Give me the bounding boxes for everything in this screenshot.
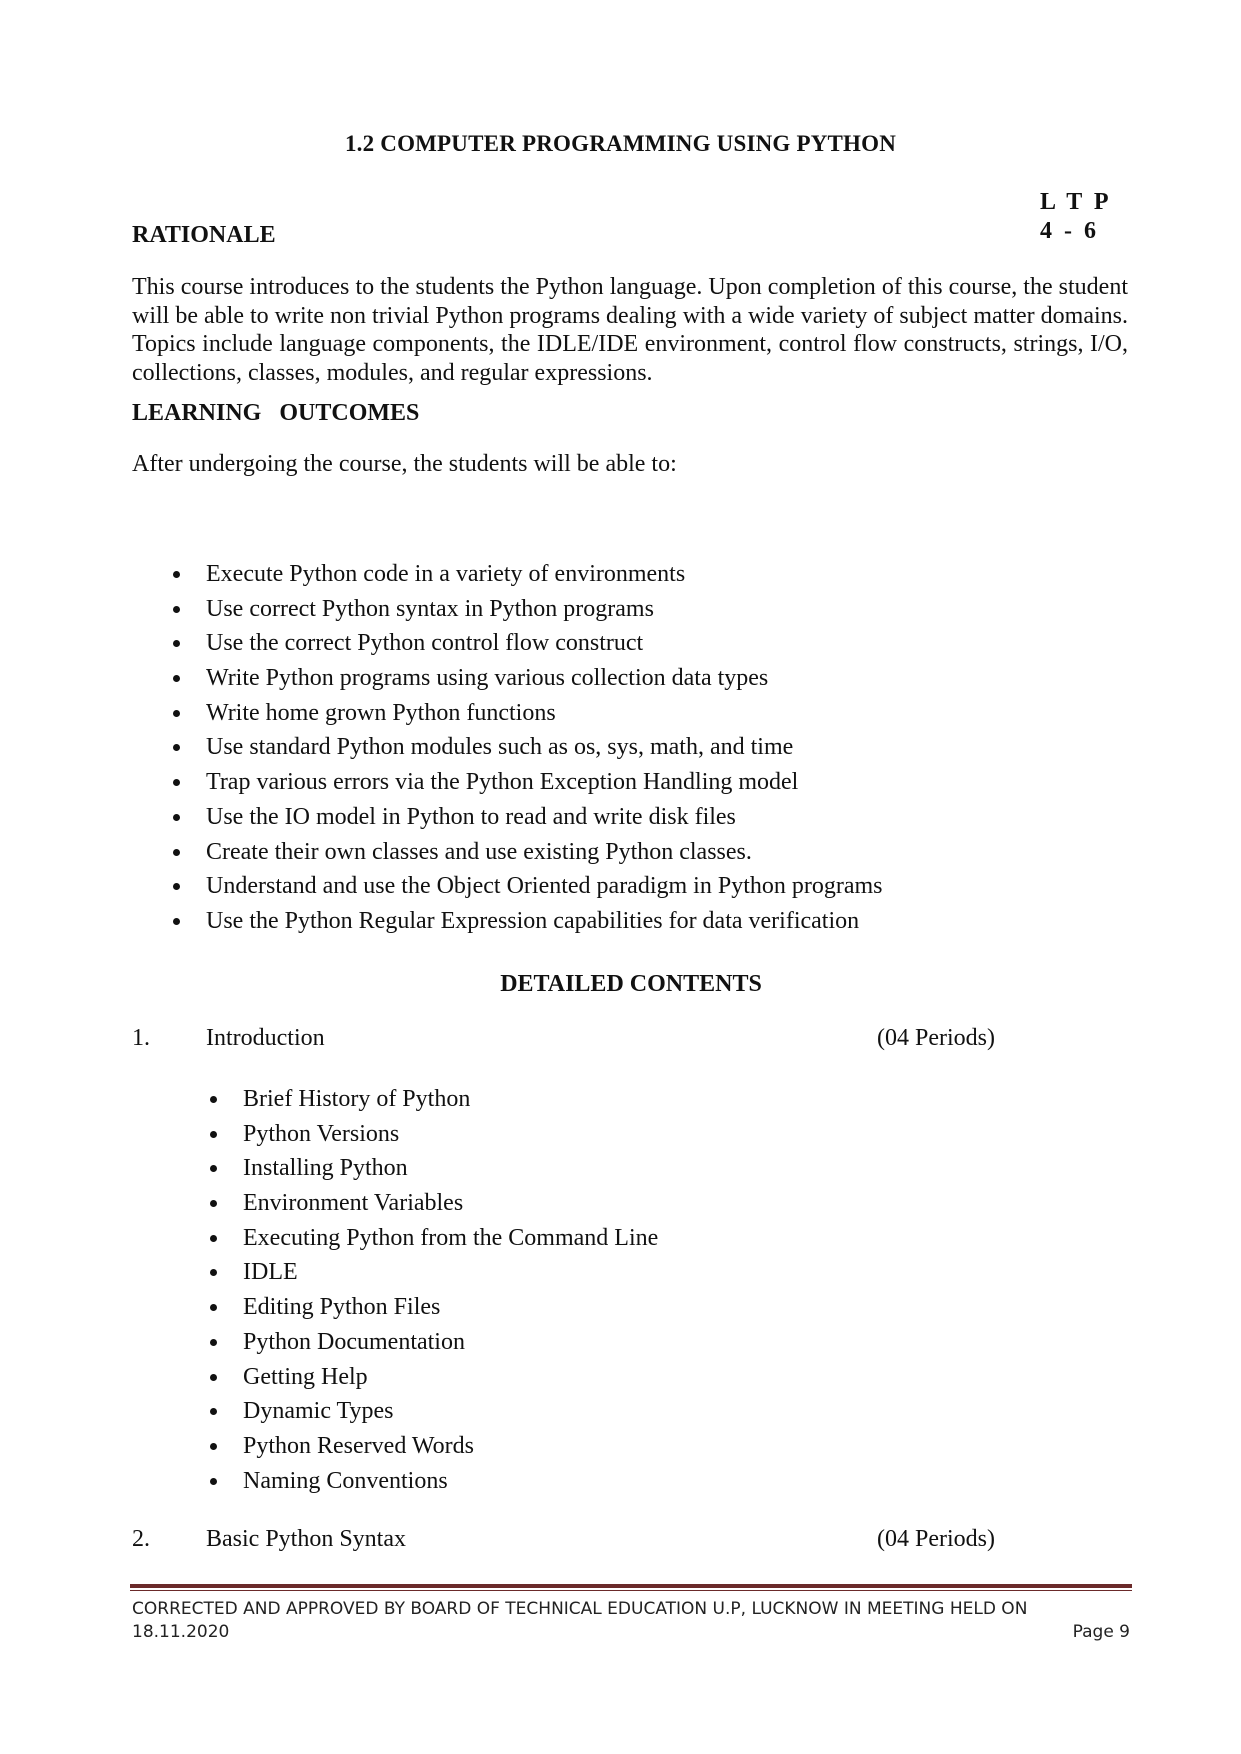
bullet-icon bbox=[210, 1478, 217, 1485]
list-item: Environment Variables bbox=[243, 1186, 658, 1221]
learning-outcomes-list bbox=[206, 557, 883, 939]
list-item: Python Versions bbox=[243, 1117, 658, 1152]
bullet-icon bbox=[173, 571, 180, 578]
footer-line-2 bbox=[132, 1621, 1130, 1644]
page-footer bbox=[132, 1598, 1130, 1644]
bullet-icon bbox=[210, 1200, 217, 1207]
unit-periods: (04 Periods) bbox=[877, 1526, 995, 1552]
bullet-icon bbox=[173, 883, 180, 890]
list-item: Executing Python from the Command Line bbox=[243, 1221, 658, 1256]
bullet-icon bbox=[210, 1131, 217, 1138]
list-item: Installing Python bbox=[243, 1151, 658, 1186]
ltp-block bbox=[1040, 188, 1108, 246]
bullet-icon bbox=[210, 1269, 217, 1276]
list-item: Use the correct Python control flow construct bbox=[206, 626, 883, 661]
bullet-icon bbox=[173, 849, 180, 856]
unit-periods: (04 Periods) bbox=[877, 1025, 995, 1051]
bullet-icon bbox=[210, 1304, 217, 1311]
footer-approval-text: CORRECTED AND APPROVED BY BOARD OF TECHNICAL EDUCATION U.P, LUCKNOW IN MEETING HELD ON bbox=[132, 1599, 1028, 1619]
list-item: Execute Python code in a variety of environments bbox=[206, 557, 883, 592]
footer-divider bbox=[130, 1584, 1132, 1588]
list-item: Write home grown Python functions bbox=[206, 696, 883, 731]
bullet-icon bbox=[173, 675, 180, 682]
bullet-icon bbox=[173, 744, 180, 751]
page-number: Page 9 bbox=[1072, 1622, 1130, 1642]
rationale-text: This course introduces to the students the Python language. Upon completion of this course, the student will be able to write non trivial Python programs dealing with a wide variety of subject matter domains. Topics include language components, the IDLE/IDE environment, control flow constructs, strings, I/O, collections, classes, modules, and regular expressions. bbox=[132, 274, 1128, 386]
list-item: Brief History of Python bbox=[243, 1082, 658, 1117]
course-title: 1.2 COMPUTER PROGRAMMING USING PYTHON bbox=[344, 131, 897, 156]
list-item: Use standard Python modules such as os, sys, math, and time bbox=[206, 730, 883, 765]
list-item: Create their own classes and use existing Python classes. bbox=[206, 835, 883, 870]
list-item: Editing Python Files bbox=[243, 1290, 658, 1325]
list-item: Python Documentation bbox=[243, 1325, 658, 1360]
bullet-icon bbox=[173, 606, 180, 613]
bullet-icon bbox=[173, 710, 180, 717]
detailed-contents-heading: DETAILED CONTENTS bbox=[500, 971, 762, 997]
list-item: Use the IO model in Python to read and write disk files bbox=[206, 800, 883, 835]
list-item: IDLE bbox=[243, 1255, 658, 1290]
list-item: Understand and use the Object Oriented paradigm in Python programs bbox=[206, 869, 883, 904]
footer-divider-thin bbox=[130, 1590, 1132, 1591]
list-item: Use correct Python syntax in Python programs bbox=[206, 592, 883, 627]
bullet-icon bbox=[173, 918, 180, 925]
unit-topics-list bbox=[243, 1082, 658, 1498]
list-item: Write Python programs using various collection data types bbox=[206, 661, 883, 696]
bullet-icon bbox=[210, 1408, 217, 1415]
unit-number: 2. bbox=[132, 1526, 150, 1552]
ltp-values: 4 - 6 bbox=[1040, 218, 1096, 244]
bullet-icon bbox=[210, 1165, 217, 1172]
list-item: Use the Python Regular Expression capabilities for data verification bbox=[206, 904, 883, 939]
bullet-icon bbox=[173, 779, 180, 786]
rationale-heading: RATIONALE bbox=[132, 222, 276, 248]
bullet-icon bbox=[210, 1235, 217, 1242]
unit-row bbox=[132, 1025, 1002, 1055]
bullet-icon bbox=[173, 640, 180, 647]
bullet-icon bbox=[173, 814, 180, 821]
list-item: Python Reserved Words bbox=[243, 1429, 658, 1464]
list-item: Naming Conventions bbox=[243, 1464, 658, 1499]
unit-name: Introduction bbox=[206, 1025, 325, 1051]
learning-outcomes-heading: LEARNING OUTCOMES bbox=[132, 400, 420, 426]
unit-name: Basic Python Syntax bbox=[206, 1526, 407, 1552]
list-item: Getting Help bbox=[243, 1360, 658, 1395]
ltp-header: L T P bbox=[1040, 189, 1109, 215]
unit-number: 1. bbox=[132, 1025, 150, 1051]
learning-outcomes-intro: After undergoing the course, the students will be able to: bbox=[132, 451, 677, 477]
bullet-icon bbox=[210, 1339, 217, 1346]
footer-date: 18.11.2020 bbox=[132, 1622, 230, 1642]
list-item: Trap various errors via the Python Exception Handling model bbox=[206, 765, 883, 800]
unit-row bbox=[132, 1526, 1002, 1556]
bullet-icon bbox=[210, 1096, 217, 1103]
bullet-icon bbox=[210, 1374, 217, 1381]
bullet-icon bbox=[210, 1443, 217, 1450]
list-item: Dynamic Types bbox=[243, 1394, 658, 1429]
